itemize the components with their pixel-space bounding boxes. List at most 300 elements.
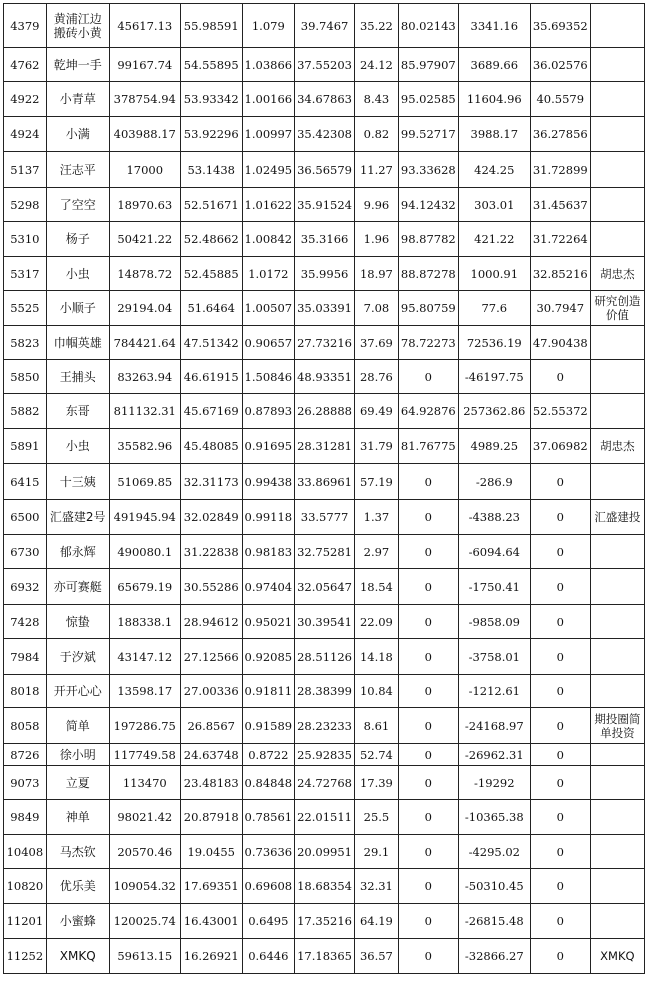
row-amount-cell: 491945.94 [109, 500, 180, 535]
row-score-cell: 17.69351 [180, 869, 242, 904]
row-name-cell: 小顺子 [46, 291, 109, 326]
table-row [4, 605, 645, 639]
row-ratio-cell: 0.92085 [242, 639, 295, 675]
row-value-cell: 28.23233 [295, 708, 355, 744]
row-score-cell: 52.51671 [180, 188, 242, 222]
row-rate-cell: 0 [398, 500, 458, 535]
row-ratio-cell: 0.99438 [242, 464, 295, 500]
row-ratio-cell: 1.0172 [242, 257, 295, 291]
row-id-cell: 5891 [4, 429, 47, 464]
row-rate-cell: 0 [398, 360, 458, 394]
row-name-cell: 惊蛰 [46, 605, 109, 639]
row-value-cell: 35.3166 [295, 222, 355, 257]
row-id-cell: 7428 [4, 605, 47, 639]
row-percent-cell: 18.54 [354, 569, 398, 605]
row-note-cell: 汇盛建投 [590, 500, 644, 535]
row-id-cell: 5298 [4, 188, 47, 222]
row-profit-cell: 424.25 [458, 152, 530, 188]
row-percent-cell: 37.69 [354, 326, 398, 360]
row-amount-cell: 403988.17 [109, 117, 180, 152]
row-index-cell: 35.69352 [530, 4, 590, 48]
row-ratio-cell: 1.03866 [242, 48, 295, 82]
row-score-cell: 20.87918 [180, 800, 242, 835]
row-id-cell: 5137 [4, 152, 47, 188]
row-amount-cell: 120025.74 [109, 904, 180, 939]
row-rate-cell: 93.33628 [398, 152, 458, 188]
table-row [4, 744, 645, 766]
row-value-cell: 28.38399 [295, 675, 355, 708]
row-name-cell: 神单 [46, 800, 109, 835]
row-id-cell: 5850 [4, 360, 47, 394]
row-score-cell: 53.93342 [180, 82, 242, 117]
row-profit-cell: 72536.19 [458, 326, 530, 360]
table-row [4, 360, 645, 394]
row-note-cell [590, 117, 644, 152]
table-row [4, 429, 645, 464]
row-note-cell [590, 82, 644, 117]
row-ratio-cell: 1.00997 [242, 117, 295, 152]
row-score-cell: 19.0455 [180, 835, 242, 869]
table-row [4, 869, 645, 904]
table-row [4, 152, 645, 188]
row-amount-cell: 378754.94 [109, 82, 180, 117]
row-name-cell: 马杰钦 [46, 835, 109, 869]
row-profit-cell: -286.9 [458, 464, 530, 500]
row-score-cell: 16.26921 [180, 939, 242, 974]
row-index-cell: 0 [530, 869, 590, 904]
row-name-cell: 乾坤一手 [46, 48, 109, 82]
row-name-cell: 徐小明 [46, 744, 109, 766]
row-amount-cell: 99167.74 [109, 48, 180, 82]
row-percent-cell: 69.49 [354, 394, 398, 429]
row-ratio-cell: 0.6446 [242, 939, 295, 974]
row-name-cell: 优乐美 [46, 869, 109, 904]
row-ratio-cell: 0.69608 [242, 869, 295, 904]
row-id-cell: 6730 [4, 535, 47, 569]
table-row [4, 569, 645, 605]
row-name-cell: 东哥 [46, 394, 109, 429]
row-name-cell: 汇盛建2号 [46, 500, 109, 535]
row-value-cell: 39.7467 [295, 4, 355, 48]
row-note-cell [590, 464, 644, 500]
row-score-cell: 52.48662 [180, 222, 242, 257]
row-score-cell: 26.8567 [180, 708, 242, 744]
table-row [4, 639, 645, 675]
row-name-cell: 王捕头 [46, 360, 109, 394]
row-value-cell: 34.67863 [295, 82, 355, 117]
row-percent-cell: 11.27 [354, 152, 398, 188]
row-score-cell: 46.61915 [180, 360, 242, 394]
table-row [4, 675, 645, 708]
row-profit-cell: 421.22 [458, 222, 530, 257]
table-body [4, 4, 645, 974]
row-value-cell: 35.03391 [295, 291, 355, 326]
row-score-cell: 53.1438 [180, 152, 242, 188]
row-percent-cell: 36.57 [354, 939, 398, 974]
row-percent-cell: 52.74 [354, 744, 398, 766]
row-amount-cell: 98021.42 [109, 800, 180, 835]
row-amount-cell: 113470 [109, 766, 180, 800]
row-rate-cell: 0 [398, 904, 458, 939]
row-value-cell: 35.42308 [295, 117, 355, 152]
row-profit-cell: -19292 [458, 766, 530, 800]
row-id-cell: 7984 [4, 639, 47, 675]
row-rate-cell: 0 [398, 766, 458, 800]
row-rate-cell: 0 [398, 605, 458, 639]
row-id-cell: 4379 [4, 4, 47, 48]
row-score-cell: 32.31173 [180, 464, 242, 500]
row-rate-cell: 0 [398, 569, 458, 605]
row-amount-cell: 784421.64 [109, 326, 180, 360]
row-note-cell [590, 535, 644, 569]
row-id-cell: 5823 [4, 326, 47, 360]
row-rate-cell: 95.02585 [398, 82, 458, 117]
row-rate-cell: 0 [398, 535, 458, 569]
row-value-cell: 33.86961 [295, 464, 355, 500]
row-index-cell: 0 [530, 464, 590, 500]
row-score-cell: 55.98591 [180, 4, 242, 48]
row-index-cell: 0 [530, 639, 590, 675]
row-ratio-cell: 0.95021 [242, 605, 295, 639]
row-rate-cell: 0 [398, 869, 458, 904]
row-score-cell: 27.00336 [180, 675, 242, 708]
row-name-cell: 十三姨 [46, 464, 109, 500]
row-amount-cell: 188338.1 [109, 605, 180, 639]
row-rate-cell: 0 [398, 708, 458, 744]
table-row [4, 904, 645, 939]
table-row [4, 766, 645, 800]
row-rate-cell: 81.76775 [398, 429, 458, 464]
row-amount-cell: 109054.32 [109, 869, 180, 904]
row-index-cell: 0 [530, 904, 590, 939]
row-name-cell: 小青草 [46, 82, 109, 117]
table-row [4, 464, 645, 500]
row-rate-cell: 0 [398, 464, 458, 500]
row-percent-cell: 17.39 [354, 766, 398, 800]
row-note-cell: XMKQ [590, 939, 644, 974]
row-note-cell [590, 360, 644, 394]
row-index-cell: 32.85216 [530, 257, 590, 291]
row-ratio-cell: 0.98183 [242, 535, 295, 569]
row-note-cell [590, 605, 644, 639]
row-ratio-cell: 0.91695 [242, 429, 295, 464]
row-name-cell: 汪志平 [46, 152, 109, 188]
row-index-cell: 0 [530, 800, 590, 835]
row-percent-cell: 35.22 [354, 4, 398, 48]
row-profit-cell: 3341.16 [458, 4, 530, 48]
row-rate-cell: 78.72273 [398, 326, 458, 360]
row-ratio-cell: 0.90657 [242, 326, 295, 360]
row-value-cell: 30.39541 [295, 605, 355, 639]
row-value-cell: 35.9956 [295, 257, 355, 291]
row-value-cell: 27.73216 [295, 326, 355, 360]
row-rate-cell: 98.87782 [398, 222, 458, 257]
row-index-cell: 0 [530, 708, 590, 744]
row-score-cell: 45.48085 [180, 429, 242, 464]
row-amount-cell: 117749.58 [109, 744, 180, 766]
row-score-cell: 24.63748 [180, 744, 242, 766]
row-profit-cell: -26962.31 [458, 744, 530, 766]
row-name-cell: 小蜜蜂 [46, 904, 109, 939]
row-percent-cell: 57.19 [354, 464, 398, 500]
row-percent-cell: 7.08 [354, 291, 398, 326]
row-amount-cell: 29194.04 [109, 291, 180, 326]
row-note-cell [590, 800, 644, 835]
row-name-cell: 亦可赛艇 [46, 569, 109, 605]
row-index-cell: 31.45637 [530, 188, 590, 222]
row-profit-cell: 11604.96 [458, 82, 530, 117]
row-note-cell [590, 639, 644, 675]
row-index-cell: 0 [530, 766, 590, 800]
row-amount-cell: 14878.72 [109, 257, 180, 291]
row-name-cell: 开开心心 [46, 675, 109, 708]
table-row [4, 939, 645, 974]
row-score-cell: 51.6464 [180, 291, 242, 326]
row-id-cell: 11201 [4, 904, 47, 939]
row-note-cell [590, 188, 644, 222]
row-index-cell: 37.06982 [530, 429, 590, 464]
row-amount-cell: 45617.13 [109, 4, 180, 48]
row-index-cell: 0 [530, 605, 590, 639]
row-value-cell: 20.09951 [295, 835, 355, 869]
row-ratio-cell: 0.91811 [242, 675, 295, 708]
row-index-cell: 52.55372 [530, 394, 590, 429]
table-row [4, 188, 645, 222]
row-id-cell: 10408 [4, 835, 47, 869]
row-value-cell: 17.35216 [295, 904, 355, 939]
table-row [4, 535, 645, 569]
row-rate-cell: 85.97907 [398, 48, 458, 82]
row-value-cell: 48.93351 [295, 360, 355, 394]
row-percent-cell: 1.37 [354, 500, 398, 535]
row-index-cell: 31.72899 [530, 152, 590, 188]
row-profit-cell: 3689.66 [458, 48, 530, 82]
row-percent-cell: 1.96 [354, 222, 398, 257]
row-value-cell: 37.55203 [295, 48, 355, 82]
row-profit-cell: -10365.38 [458, 800, 530, 835]
row-note-cell [590, 766, 644, 800]
row-percent-cell: 22.09 [354, 605, 398, 639]
row-ratio-cell: 1.00166 [242, 82, 295, 117]
row-percent-cell: 9.96 [354, 188, 398, 222]
row-percent-cell: 29.1 [354, 835, 398, 869]
row-profit-cell: 77.6 [458, 291, 530, 326]
row-index-cell: 36.27856 [530, 117, 590, 152]
row-rate-cell: 94.12432 [398, 188, 458, 222]
row-note-cell [590, 904, 644, 939]
row-note-cell [590, 569, 644, 605]
row-index-cell: 40.5579 [530, 82, 590, 117]
row-id-cell: 4762 [4, 48, 47, 82]
row-note-cell: 期投圈简单投资 [590, 708, 644, 744]
row-profit-cell: -1750.41 [458, 569, 530, 605]
row-profit-cell: -26815.48 [458, 904, 530, 939]
row-percent-cell: 18.97 [354, 257, 398, 291]
row-name-cell: 巾帼英雄 [46, 326, 109, 360]
row-index-cell: 0 [530, 500, 590, 535]
row-id-cell: 9849 [4, 800, 47, 835]
row-note-cell: 研究创造价值 [590, 291, 644, 326]
row-percent-cell: 28.76 [354, 360, 398, 394]
row-index-cell: 0 [530, 360, 590, 394]
row-value-cell: 18.68354 [295, 869, 355, 904]
row-ratio-cell: 1.079 [242, 4, 295, 48]
row-rate-cell: 0 [398, 835, 458, 869]
row-note-cell [590, 326, 644, 360]
row-profit-cell: -46197.75 [458, 360, 530, 394]
row-amount-cell: 83263.94 [109, 360, 180, 394]
row-note-cell [590, 835, 644, 869]
row-rate-cell: 95.80759 [398, 291, 458, 326]
row-profit-cell: -6094.64 [458, 535, 530, 569]
row-value-cell: 24.72768 [295, 766, 355, 800]
row-percent-cell: 8.61 [354, 708, 398, 744]
row-ratio-cell: 0.87893 [242, 394, 295, 429]
row-id-cell: 4924 [4, 117, 47, 152]
row-percent-cell: 0.82 [354, 117, 398, 152]
row-id-cell: 10820 [4, 869, 47, 904]
table-row [4, 394, 645, 429]
row-id-cell: 8726 [4, 744, 47, 766]
row-percent-cell: 32.31 [354, 869, 398, 904]
row-score-cell: 53.92296 [180, 117, 242, 152]
row-score-cell: 23.48183 [180, 766, 242, 800]
row-amount-cell: 490080.1 [109, 535, 180, 569]
row-score-cell: 31.22838 [180, 535, 242, 569]
row-profit-cell: -50310.45 [458, 869, 530, 904]
row-value-cell: 32.05647 [295, 569, 355, 605]
row-id-cell: 5882 [4, 394, 47, 429]
row-value-cell: 22.01511 [295, 800, 355, 835]
row-id-cell: 6932 [4, 569, 47, 605]
row-note-cell [590, 152, 644, 188]
table-row [4, 708, 645, 744]
table-row [4, 800, 645, 835]
row-value-cell: 28.51126 [295, 639, 355, 675]
row-value-cell: 17.18365 [295, 939, 355, 974]
row-ratio-cell: 0.84848 [242, 766, 295, 800]
row-score-cell: 27.12566 [180, 639, 242, 675]
row-profit-cell: -3758.01 [458, 639, 530, 675]
table-row [4, 117, 645, 152]
row-name-cell: 于汐斌 [46, 639, 109, 675]
table-row [4, 257, 645, 291]
row-ratio-cell: 0.6495 [242, 904, 295, 939]
row-ratio-cell: 1.00842 [242, 222, 295, 257]
row-id-cell: 8058 [4, 708, 47, 744]
row-id-cell: 6500 [4, 500, 47, 535]
row-rate-cell: 0 [398, 800, 458, 835]
row-score-cell: 45.67169 [180, 394, 242, 429]
row-index-cell: 36.02576 [530, 48, 590, 82]
table-row [4, 48, 645, 82]
row-name-cell: 小虫 [46, 257, 109, 291]
row-amount-cell: 811132.31 [109, 394, 180, 429]
row-note-cell [590, 394, 644, 429]
row-ratio-cell: 0.73636 [242, 835, 295, 869]
row-name-cell: 黄浦江边搬砖小黄 [46, 4, 109, 48]
row-profit-cell: 257362.86 [458, 394, 530, 429]
row-profit-cell: 4989.25 [458, 429, 530, 464]
row-name-cell: 郁永辉 [46, 535, 109, 569]
row-id-cell: 9073 [4, 766, 47, 800]
row-percent-cell: 8.43 [354, 82, 398, 117]
table-row [4, 500, 645, 535]
row-name-cell: 小虫 [46, 429, 109, 464]
row-rate-cell: 0 [398, 939, 458, 974]
row-index-cell: 0 [530, 569, 590, 605]
row-rate-cell: 0 [398, 675, 458, 708]
row-amount-cell: 50421.22 [109, 222, 180, 257]
row-ratio-cell: 0.97404 [242, 569, 295, 605]
row-score-cell: 32.02849 [180, 500, 242, 535]
row-percent-cell: 10.84 [354, 675, 398, 708]
row-ratio-cell: 1.01622 [242, 188, 295, 222]
row-amount-cell: 35582.96 [109, 429, 180, 464]
row-profit-cell: 1000.91 [458, 257, 530, 291]
row-amount-cell: 59613.15 [109, 939, 180, 974]
row-amount-cell: 197286.75 [109, 708, 180, 744]
row-name-cell: 小满 [46, 117, 109, 152]
row-id-cell: 5310 [4, 222, 47, 257]
row-value-cell: 28.31281 [295, 429, 355, 464]
row-score-cell: 47.51342 [180, 326, 242, 360]
row-percent-cell: 25.5 [354, 800, 398, 835]
row-note-cell [590, 744, 644, 766]
row-name-cell: 杨子 [46, 222, 109, 257]
row-percent-cell: 2.97 [354, 535, 398, 569]
row-id-cell: 4922 [4, 82, 47, 117]
row-rate-cell: 99.52717 [398, 117, 458, 152]
row-ratio-cell: 0.78561 [242, 800, 295, 835]
row-score-cell: 30.55286 [180, 569, 242, 605]
row-profit-cell: -4388.23 [458, 500, 530, 535]
row-index-cell: 0 [530, 744, 590, 766]
row-score-cell: 54.55895 [180, 48, 242, 82]
row-percent-cell: 64.19 [354, 904, 398, 939]
row-index-cell: 0 [530, 675, 590, 708]
table-row [4, 4, 645, 48]
row-index-cell: 31.72264 [530, 222, 590, 257]
row-value-cell: 25.92835 [295, 744, 355, 766]
row-name-cell: 立夏 [46, 766, 109, 800]
ranking-table [3, 3, 645, 974]
row-name-cell: 了空空 [46, 188, 109, 222]
row-note-cell: 胡忠杰 [590, 257, 644, 291]
row-amount-cell: 17000 [109, 152, 180, 188]
row-rate-cell: 80.02143 [398, 4, 458, 48]
row-profit-cell: -24168.97 [458, 708, 530, 744]
row-ratio-cell: 0.8722 [242, 744, 295, 766]
row-index-cell: 0 [530, 835, 590, 869]
row-index-cell: 47.90438 [530, 326, 590, 360]
row-id-cell: 8018 [4, 675, 47, 708]
row-value-cell: 35.91524 [295, 188, 355, 222]
row-index-cell: 0 [530, 535, 590, 569]
row-note-cell [590, 675, 644, 708]
row-profit-cell: 303.01 [458, 188, 530, 222]
row-value-cell: 33.5777 [295, 500, 355, 535]
row-profit-cell: -4295.02 [458, 835, 530, 869]
row-id-cell: 11252 [4, 939, 47, 974]
row-note-cell [590, 869, 644, 904]
row-ratio-cell: 0.91589 [242, 708, 295, 744]
row-note-cell [590, 222, 644, 257]
row-index-cell: 30.7947 [530, 291, 590, 326]
row-note-cell [590, 4, 644, 48]
row-ratio-cell: 1.02495 [242, 152, 295, 188]
row-ratio-cell: 0.99118 [242, 500, 295, 535]
